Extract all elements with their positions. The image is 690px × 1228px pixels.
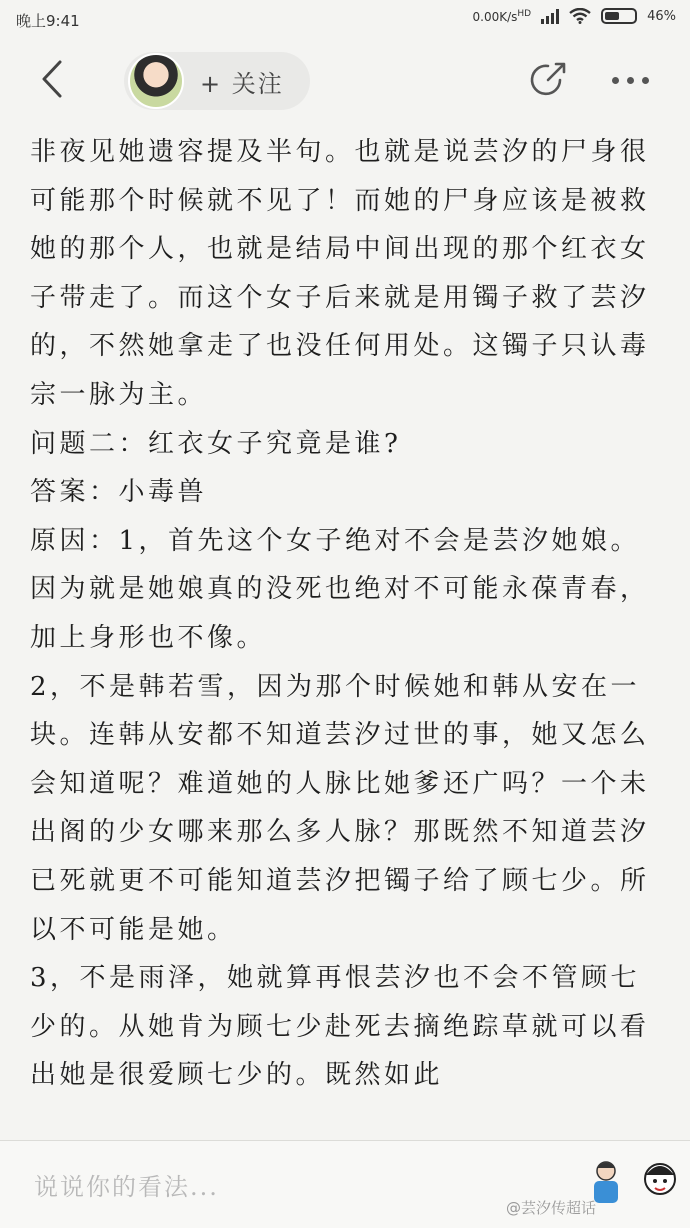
nav-bar [0, 38, 690, 124]
paragraph: 3，不是雨泽，她就算再恨芸汐也不会不管顾七少的。从她肯为顾七少赴死去摘绝踪草就可以看出她是很爱顾七少的。既然如此 [30, 963, 650, 1091]
follow-button[interactable]: + 关注 [200, 69, 284, 98]
status-time: 晚上9:41 [16, 12, 80, 30]
share-icon[interactable] [526, 58, 570, 102]
chevron-left-icon[interactable] [30, 56, 76, 102]
status-icons [473, 8, 677, 24]
paragraph: 非夜见她遗容提及半句。也就是说芸汐的尸身很可能那个时候就不见了！而她的尸身应该是被救她的那个人，也就是结局中间出现的那个红衣女子带走了。而这个女子后来就是用镯子救了芸汐的，不然她拿走了也没任何用处。这镯子只认毒宗一脉为主。 [30, 137, 650, 410]
watermark: @芸汐传超话 [506, 1199, 597, 1217]
author-pill[interactable] [124, 52, 310, 110]
avatar[interactable] [128, 53, 184, 109]
article-body [30, 128, 666, 1140]
net-speed: $0.00K/s^{HD}$ [472, 8, 532, 24]
more-icon[interactable] [612, 68, 656, 92]
paragraph: 答案：小毒兽 [30, 477, 208, 508]
battery-percent: 46% [647, 8, 676, 24]
wifi-icon [569, 8, 591, 24]
paragraph: 2，不是韩若雪，因为那个时候她和韩从安在一块。连韩从安都不知道芸汐过世的事，她又怎么会知道呢？难道她的人脉比她爹还广吗？一个未出阁的少女哪来那么多人脉？那既然不知道芸汐已死就更不可能知道芸汐把镯子给了顾七少。所以不可能是她。 [30, 671, 650, 945]
status-bar [0, 0, 690, 38]
sticker-icon[interactable] [640, 1157, 680, 1209]
paragraph: 原因：1，首先这个女子绝对不会是芸汐她娘。因为就是她娘真的没死也绝对不可能永葆青春，加上身形也不像。 [30, 525, 650, 653]
comment-bar [0, 1140, 690, 1228]
signal-icon [541, 8, 559, 24]
battery-icon [601, 8, 637, 24]
comment-input[interactable]: 说说你的看法... [34, 1173, 219, 1201]
paragraph: 问题二：红衣女子究竟是谁? [30, 428, 402, 459]
